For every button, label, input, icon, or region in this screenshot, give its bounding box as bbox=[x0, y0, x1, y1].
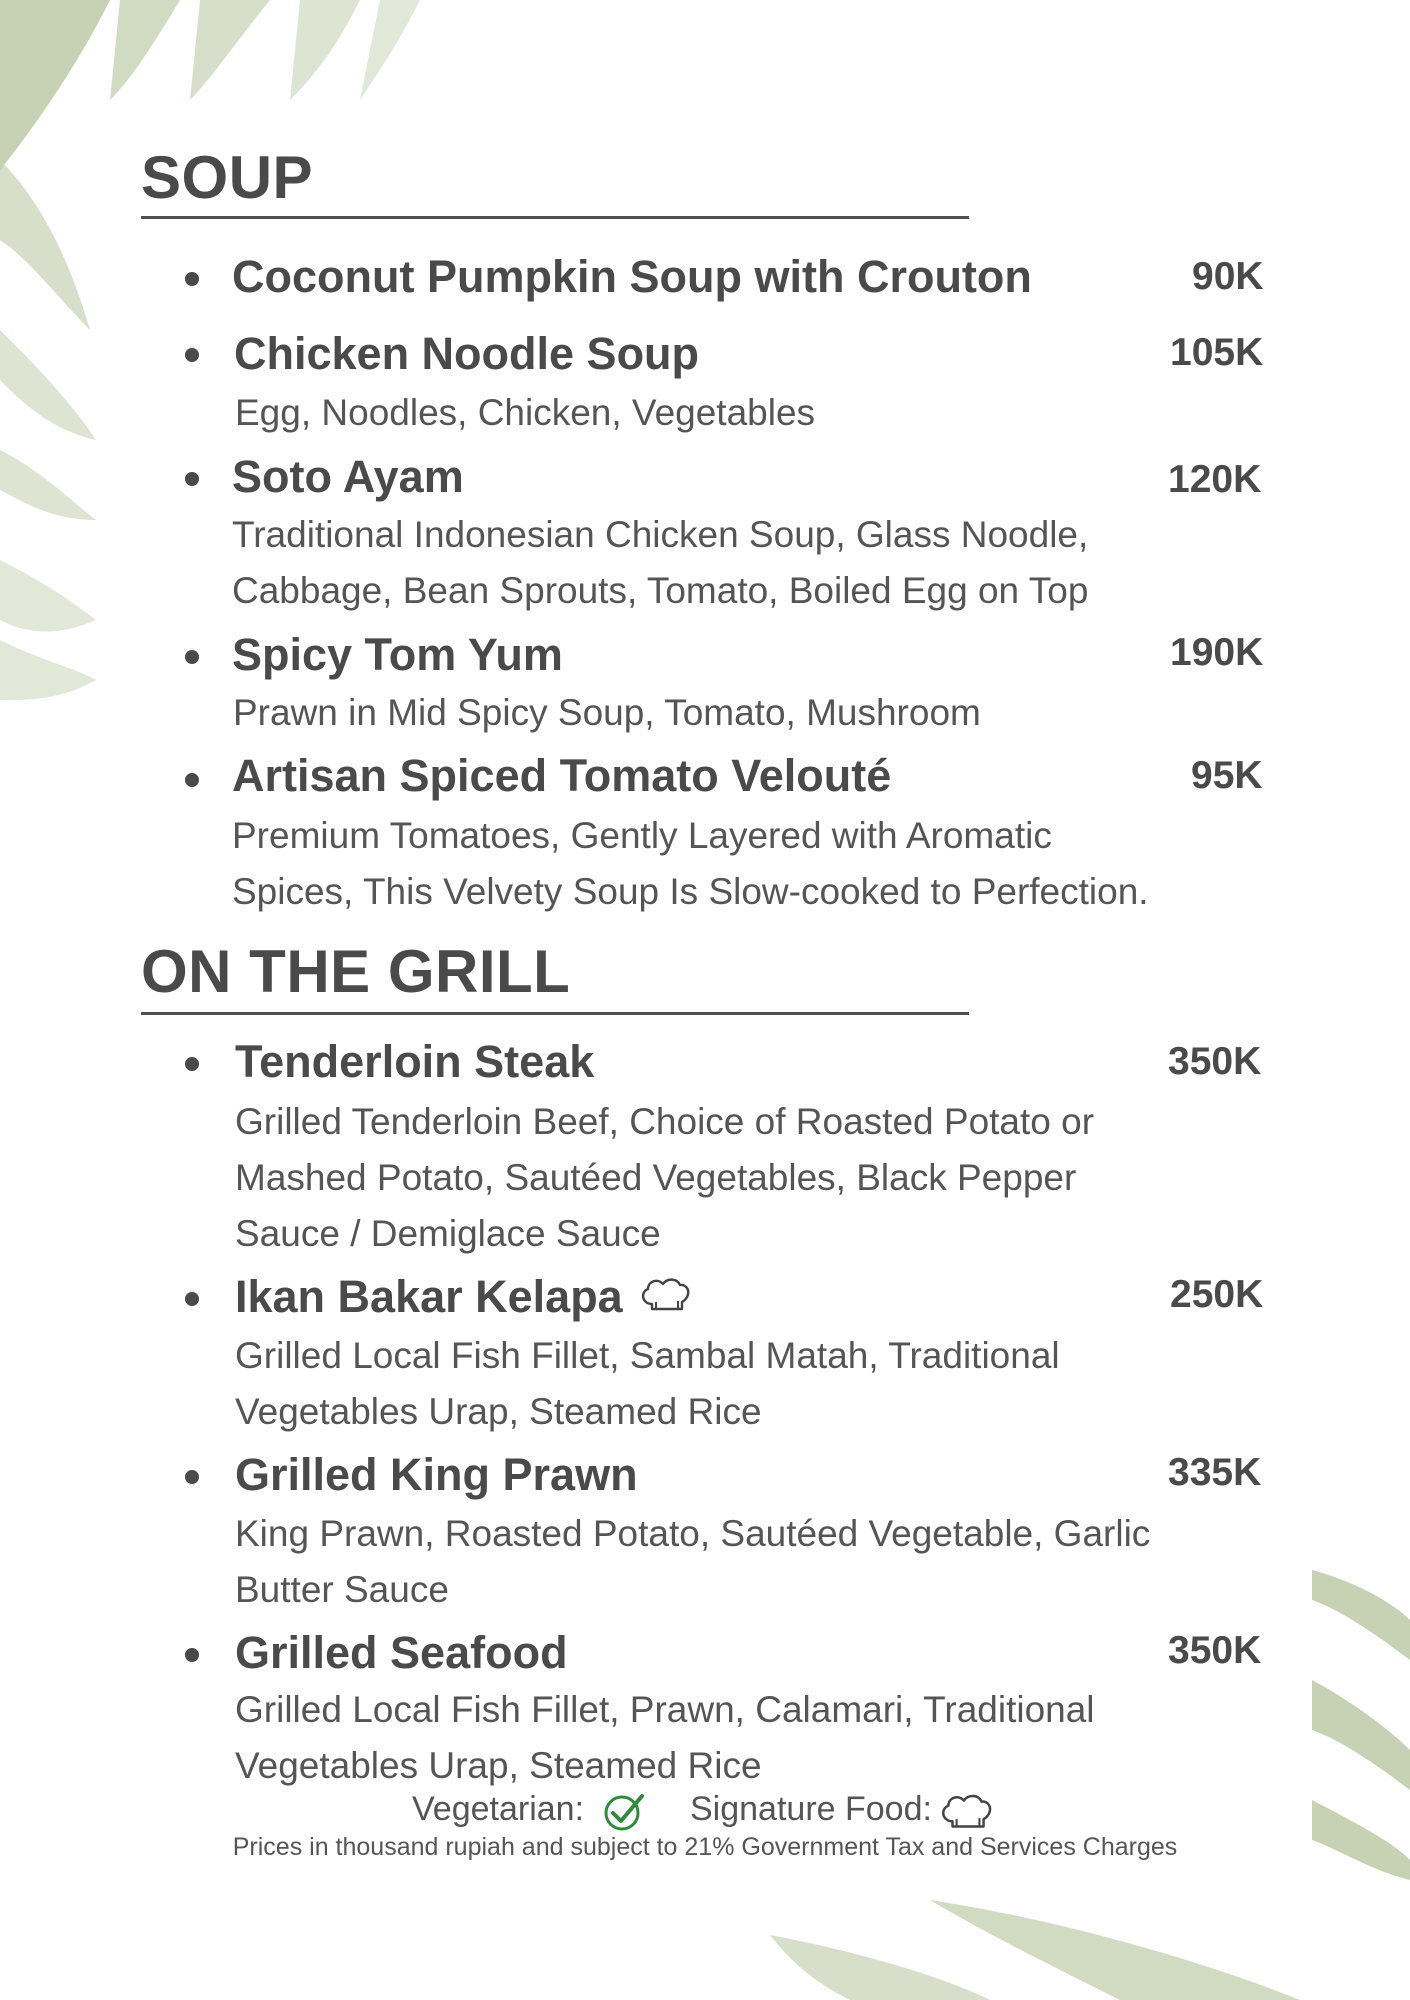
bullet bbox=[185, 1057, 199, 1071]
item-name: Grilled Seafood bbox=[235, 1627, 568, 1678]
bullet bbox=[185, 472, 199, 486]
item-name: Grilled King Prawn bbox=[235, 1449, 638, 1500]
description-line: Sauce / Demiglace Sauce bbox=[235, 1213, 661, 1254]
description-line: Grilled Tenderloin Beef, Choice of Roasted Potato or bbox=[235, 1101, 1095, 1142]
item-price: 350K bbox=[1168, 1040, 1262, 1083]
description-line: Egg, Noodles, Chicken, Vegetables bbox=[235, 392, 816, 433]
price-footnote: Prices in thousand rupiah and subject to 21% Government Tax and Services Charges bbox=[232, 1833, 1178, 1861]
item-description bbox=[235, 1094, 1235, 1262]
item-price: 90K bbox=[1192, 255, 1264, 298]
item-description bbox=[235, 1328, 1235, 1440]
signature-food-label: Signature Food: bbox=[690, 1790, 932, 1828]
bullet bbox=[185, 650, 199, 664]
chef-hat-icon bbox=[638, 1276, 694, 1316]
item-price: 335K bbox=[1168, 1451, 1262, 1494]
description-line: Premium Tomatoes, Gently Layered with Aromatic bbox=[232, 815, 1052, 856]
description-line: Grilled Local Fish Fillet, Sambal Matah, Traditional bbox=[235, 1335, 1060, 1376]
section-divider bbox=[141, 1012, 969, 1015]
section-divider bbox=[141, 216, 969, 219]
item-price: 190K bbox=[1170, 631, 1264, 674]
item-name: Tenderloin Steak bbox=[235, 1036, 595, 1087]
item-price: 350K bbox=[1168, 1629, 1262, 1672]
section-title-soup: SOUP bbox=[141, 144, 314, 211]
description-line: Vegetables Urap, Steamed Rice bbox=[235, 1391, 762, 1432]
description-line: Traditional Indonesian Chicken Soup, Glass Noodle, bbox=[232, 514, 1089, 555]
item-name: Spicy Tom Yum bbox=[232, 629, 563, 680]
description-line: King Prawn, Roasted Potato, Sautéed Vegetable, Garlic bbox=[235, 1513, 1151, 1554]
item-price: 250K bbox=[1170, 1273, 1264, 1316]
item-name: Coconut Pumpkin Soup with Crouton bbox=[232, 251, 1032, 302]
chef-hat-icon bbox=[938, 1792, 996, 1834]
item-price: 95K bbox=[1191, 754, 1263, 797]
description-line: Grilled Local Fish Fillet, Prawn, Calamari, Traditional bbox=[235, 1689, 1095, 1730]
item-price: 120K bbox=[1168, 458, 1262, 501]
vegetarian-check-icon bbox=[602, 1792, 646, 1832]
description-line: Cabbage, Bean Sprouts, Tomato, Boiled Egg on Top bbox=[232, 570, 1089, 611]
item-description bbox=[235, 385, 1235, 441]
description-line: Mashed Potato, Sautéed Vegetables, Black Pepper bbox=[235, 1157, 1077, 1198]
description-line: Prawn in Mid Spicy Soup, Tomato, Mushroom bbox=[233, 692, 981, 733]
bullet bbox=[185, 1292, 199, 1306]
item-name: Chicken Noodle Soup bbox=[234, 328, 700, 379]
bullet bbox=[185, 348, 199, 362]
item-description bbox=[232, 507, 1232, 619]
item-description bbox=[232, 808, 1232, 920]
item-description bbox=[233, 685, 1233, 741]
bullet bbox=[185, 1648, 199, 1662]
description-line: Vegetables Urap, Steamed Rice bbox=[235, 1745, 762, 1786]
item-name: Ikan Bakar Kelapa bbox=[235, 1271, 623, 1322]
vegetarian-label: Vegetarian: bbox=[412, 1790, 585, 1828]
description-line: Butter Sauce bbox=[235, 1569, 449, 1610]
item-description bbox=[235, 1506, 1235, 1618]
section-title-on-the-grill: ON THE GRILL bbox=[141, 938, 571, 1005]
legend bbox=[0, 1788, 1410, 1838]
item-description bbox=[235, 1682, 1235, 1794]
item-name: Artisan Spiced Tomato Velouté bbox=[232, 750, 892, 801]
bullet bbox=[185, 1470, 199, 1484]
item-name: Soto Ayam bbox=[232, 451, 464, 502]
bullet bbox=[185, 272, 199, 286]
description-line: Spices, This Velvety Soup Is Slow-cooked to Perfection. bbox=[232, 871, 1149, 912]
bullet bbox=[185, 773, 199, 787]
item-price: 105K bbox=[1170, 331, 1264, 374]
